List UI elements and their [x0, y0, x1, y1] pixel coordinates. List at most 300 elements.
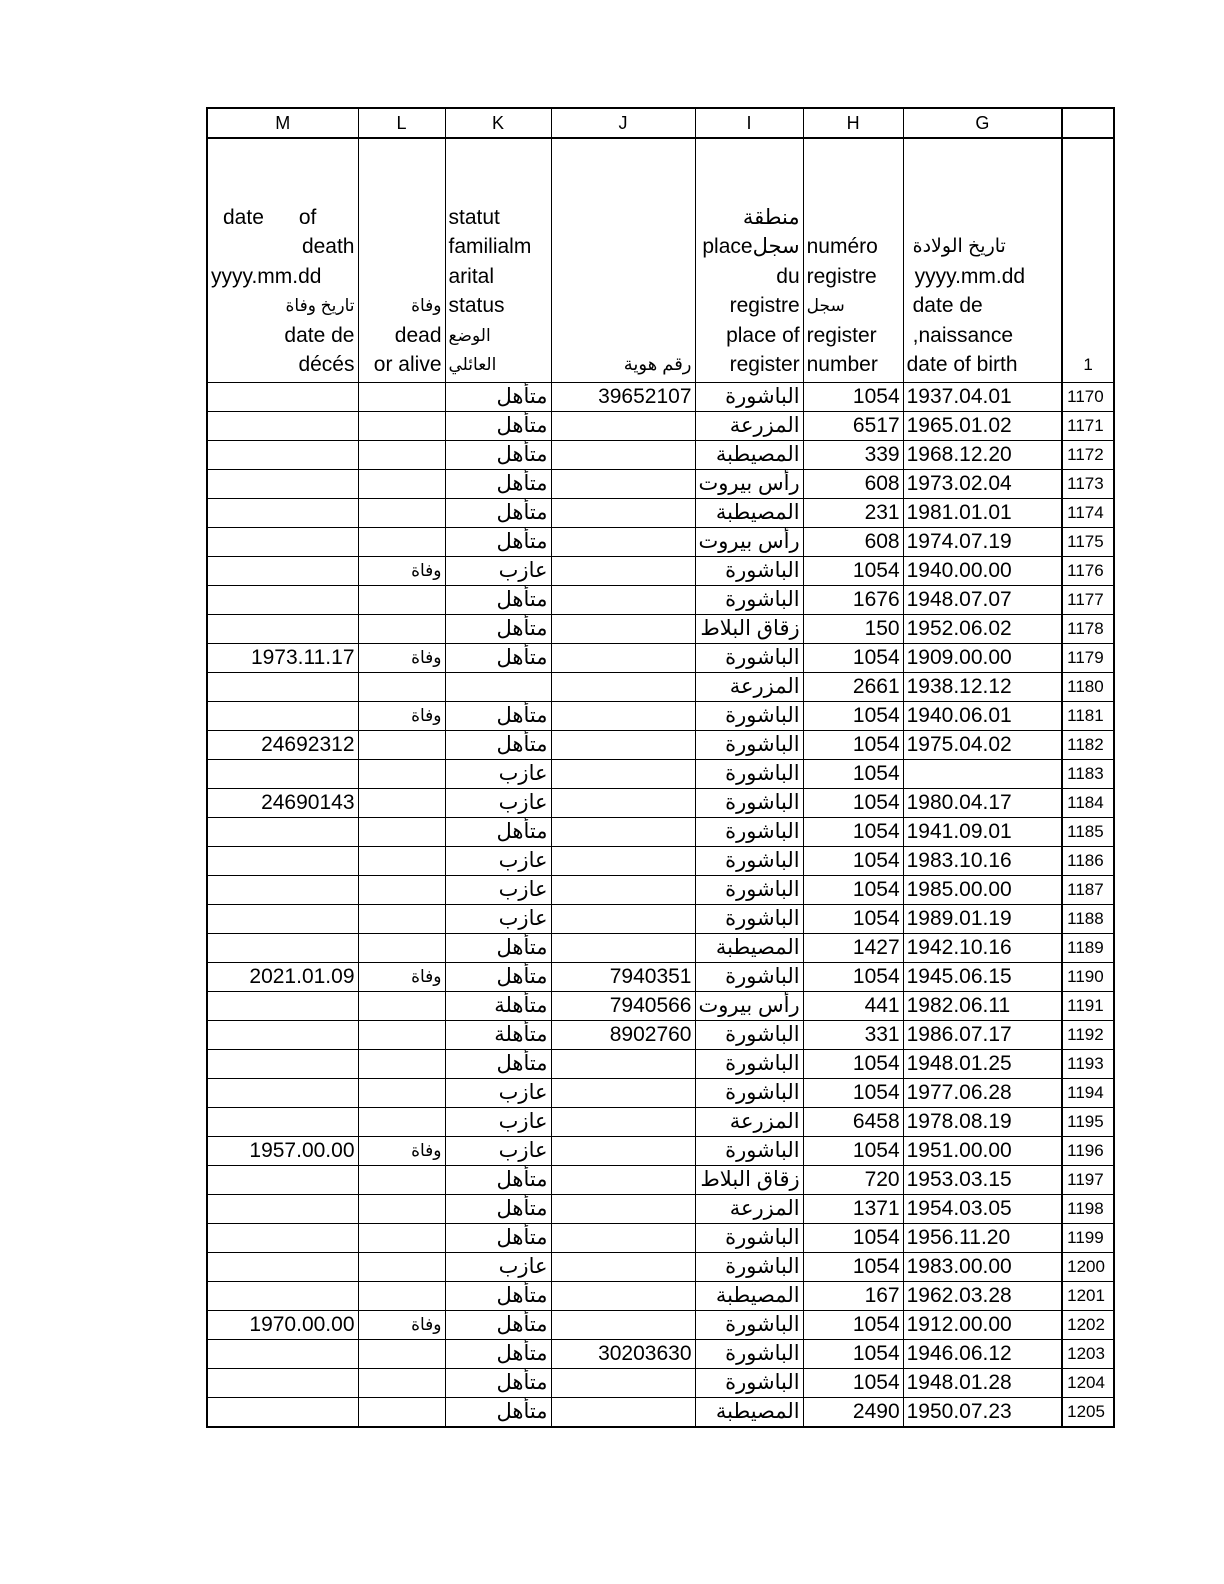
cell-date-of-death[interactable] — [207, 1049, 358, 1078]
cell-marital-status[interactable]: عازب — [445, 904, 551, 933]
cell-date-of-birth[interactable]: 1954.03.05 — [903, 1194, 1062, 1223]
cell-date-of-death[interactable] — [207, 411, 358, 440]
cell-dead-or-alive[interactable] — [358, 1252, 445, 1281]
header-id-number[interactable] — [551, 138, 695, 382]
cell-date-of-birth[interactable]: 1986.07.17 — [903, 1020, 1062, 1049]
row-number[interactable]: 1177 — [1062, 585, 1114, 614]
cell-place-of-register[interactable]: الباشورة — [695, 904, 803, 933]
cell-id-number[interactable] — [551, 1049, 695, 1078]
row-number[interactable]: 1199 — [1062, 1223, 1114, 1252]
cell-dead-or-alive[interactable] — [358, 498, 445, 527]
cell-id-number[interactable]: 30203630 — [551, 1339, 695, 1368]
cell-dead-or-alive[interactable] — [358, 1049, 445, 1078]
cell-register-number[interactable]: 1371 — [803, 1194, 903, 1223]
cell-marital-status[interactable] — [445, 672, 551, 701]
cell-marital-status[interactable]: متأهل — [445, 1194, 551, 1223]
cell-register-number[interactable]: 167 — [803, 1281, 903, 1310]
column-letter-K[interactable]: K — [445, 108, 551, 138]
cell-marital-status[interactable]: عازب — [445, 1107, 551, 1136]
cell-dead-or-alive[interactable] — [358, 1194, 445, 1223]
cell-place-of-register[interactable]: زقاق البلاط — [695, 1165, 803, 1194]
cell-dead-or-alive[interactable] — [358, 1397, 445, 1427]
cell-date-of-birth[interactable]: 1940.00.00 — [903, 556, 1062, 585]
cell-marital-status[interactable]: عازب — [445, 759, 551, 788]
cell-register-number[interactable]: 1054 — [803, 904, 903, 933]
row-number[interactable]: 1174 — [1062, 498, 1114, 527]
cell-date-of-birth[interactable]: 1951.00.00 — [903, 1136, 1062, 1165]
cell-place-of-register[interactable]: الباشورة — [695, 962, 803, 991]
cell-id-number[interactable]: 7940351 — [551, 962, 695, 991]
cell-register-number[interactable]: 1676 — [803, 585, 903, 614]
cell-date-of-birth[interactable]: 1946.06.12 — [903, 1339, 1062, 1368]
cell-place-of-register[interactable]: المصيطبة — [695, 1397, 803, 1427]
cell-date-of-birth[interactable]: 1950.07.23 — [903, 1397, 1062, 1427]
cell-dead-or-alive[interactable] — [358, 730, 445, 759]
cell-place-of-register[interactable]: المزرعة — [695, 411, 803, 440]
cell-date-of-death[interactable] — [207, 556, 358, 585]
column-letter-L[interactable]: L — [358, 108, 445, 138]
cell-marital-status[interactable]: عازب — [445, 846, 551, 875]
cell-id-number[interactable] — [551, 904, 695, 933]
cell-dead-or-alive[interactable] — [358, 411, 445, 440]
row-number[interactable]: 1181 — [1062, 701, 1114, 730]
cell-dead-or-alive[interactable]: وفاة — [358, 643, 445, 672]
cell-marital-status[interactable]: متأهل — [445, 643, 551, 672]
cell-marital-status[interactable]: متأهل — [445, 498, 551, 527]
cell-marital-status[interactable]: متأهل — [445, 1165, 551, 1194]
cell-date-of-birth[interactable]: 1962.03.28 — [903, 1281, 1062, 1310]
cell-date-of-death[interactable] — [207, 1165, 358, 1194]
row-number[interactable]: 1180 — [1062, 672, 1114, 701]
cell-date-of-birth[interactable]: 1938.12.12 — [903, 672, 1062, 701]
cell-date-of-birth[interactable]: 1975.04.02 — [903, 730, 1062, 759]
cell-id-number[interactable] — [551, 469, 695, 498]
cell-id-number[interactable] — [551, 1107, 695, 1136]
cell-id-number[interactable] — [551, 846, 695, 875]
row-number[interactable]: 1192 — [1062, 1020, 1114, 1049]
cell-place-of-register[interactable]: الباشورة — [695, 585, 803, 614]
row-number[interactable]: 1186 — [1062, 846, 1114, 875]
cell-date-of-death[interactable] — [207, 1194, 358, 1223]
cell-place-of-register[interactable]: الباشورة — [695, 1368, 803, 1397]
cell-marital-status[interactable]: متأهل — [445, 1281, 551, 1310]
cell-marital-status[interactable]: متأهل — [445, 1368, 551, 1397]
cell-date-of-birth[interactable]: 1948.01.25 — [903, 1049, 1062, 1078]
cell-register-number[interactable]: 1054 — [803, 556, 903, 585]
cell-date-of-death[interactable] — [207, 759, 358, 788]
row-number[interactable]: 1172 — [1062, 440, 1114, 469]
cell-id-number[interactable] — [551, 875, 695, 904]
cell-dead-or-alive[interactable] — [358, 1020, 445, 1049]
cell-date-of-birth[interactable]: 1948.01.28 — [903, 1368, 1062, 1397]
cell-date-of-death[interactable]: 24692312 — [207, 730, 358, 759]
cell-dead-or-alive[interactable] — [358, 1078, 445, 1107]
cell-place-of-register[interactable]: الباشورة — [695, 788, 803, 817]
cell-register-number[interactable]: 6458 — [803, 1107, 903, 1136]
cell-date-of-death[interactable] — [207, 1107, 358, 1136]
row-number[interactable]: 1185 — [1062, 817, 1114, 846]
row-number[interactable]: 1170 — [1062, 382, 1114, 411]
cell-marital-status[interactable]: متأهل — [445, 730, 551, 759]
cell-date-of-birth[interactable]: 1945.06.15 — [903, 962, 1062, 991]
cell-id-number[interactable] — [551, 614, 695, 643]
cell-register-number[interactable]: 720 — [803, 1165, 903, 1194]
cell-marital-status[interactable]: متأهل — [445, 469, 551, 498]
cell-register-number[interactable]: 6517 — [803, 411, 903, 440]
cell-date-of-birth[interactable]: 1956.11.20 — [903, 1223, 1062, 1252]
cell-date-of-birth[interactable]: 1912.00.00 — [903, 1310, 1062, 1339]
cell-date-of-birth[interactable]: 1953.03.15 — [903, 1165, 1062, 1194]
cell-marital-status[interactable]: عازب — [445, 788, 551, 817]
row-number[interactable]: 1188 — [1062, 904, 1114, 933]
cell-place-of-register[interactable]: الباشورة — [695, 1252, 803, 1281]
cell-dead-or-alive[interactable]: وفاة — [358, 701, 445, 730]
cell-marital-status[interactable]: متأهل — [445, 1223, 551, 1252]
cell-place-of-register[interactable]: الباشورة — [695, 1020, 803, 1049]
row-number[interactable]: 1189 — [1062, 933, 1114, 962]
cell-dead-or-alive[interactable] — [358, 469, 445, 498]
cell-date-of-death[interactable] — [207, 1252, 358, 1281]
row-number[interactable]: 1193 — [1062, 1049, 1114, 1078]
cell-id-number[interactable] — [551, 817, 695, 846]
cell-id-number[interactable]: 8902760 — [551, 1020, 695, 1049]
column-letter-J[interactable]: J — [551, 108, 695, 138]
cell-date-of-birth[interactable] — [903, 759, 1062, 788]
cell-date-of-birth[interactable]: 1973.02.04 — [903, 469, 1062, 498]
cell-place-of-register[interactable]: المصيطبة — [695, 440, 803, 469]
row-number[interactable]: 1178 — [1062, 614, 1114, 643]
cell-date-of-birth[interactable]: 1983.10.16 — [903, 846, 1062, 875]
cell-register-number[interactable]: 1054 — [803, 1252, 903, 1281]
cell-date-of-death[interactable]: 1970.00.00 — [207, 1310, 358, 1339]
cell-marital-status[interactable]: عازب — [445, 1252, 551, 1281]
cell-dead-or-alive[interactable] — [358, 527, 445, 556]
cell-date-of-death[interactable] — [207, 1078, 358, 1107]
cell-id-number[interactable] — [551, 643, 695, 672]
cell-place-of-register[interactable]: المزرعة — [695, 1194, 803, 1223]
cell-date-of-death[interactable] — [207, 846, 358, 875]
cell-place-of-register[interactable]: الباشورة — [695, 730, 803, 759]
cell-dead-or-alive[interactable] — [358, 382, 445, 411]
cell-place-of-register[interactable]: الباشورة — [695, 643, 803, 672]
cell-place-of-register[interactable]: زقاق البلاط — [695, 614, 803, 643]
cell-date-of-birth[interactable]: 1968.12.20 — [903, 440, 1062, 469]
cell-id-number[interactable] — [551, 411, 695, 440]
row-number[interactable]: 1195 — [1062, 1107, 1114, 1136]
cell-date-of-death[interactable] — [207, 614, 358, 643]
cell-id-number[interactable] — [551, 440, 695, 469]
cell-dead-or-alive[interactable] — [358, 1368, 445, 1397]
cell-register-number[interactable]: 1054 — [803, 643, 903, 672]
cell-marital-status[interactable]: متأهل — [445, 614, 551, 643]
cell-id-number[interactable] — [551, 788, 695, 817]
row-number[interactable]: 1204 — [1062, 1368, 1114, 1397]
cell-id-number[interactable] — [551, 556, 695, 585]
cell-place-of-register[interactable]: رأس بيروت — [695, 469, 803, 498]
cell-id-number[interactable] — [551, 1252, 695, 1281]
cell-marital-status[interactable]: متأهل — [445, 1339, 551, 1368]
row-number[interactable]: 1179 — [1062, 643, 1114, 672]
cell-place-of-register[interactable]: الباشورة — [695, 701, 803, 730]
header-dead-or-alive[interactable] — [358, 138, 445, 382]
cell-marital-status[interactable]: عازب — [445, 875, 551, 904]
cell-marital-status[interactable]: متأهلة — [445, 1020, 551, 1049]
row-number[interactable]: 1191 — [1062, 991, 1114, 1020]
cell-register-number[interactable]: 1054 — [803, 817, 903, 846]
cell-place-of-register[interactable]: الباشورة — [695, 1049, 803, 1078]
cell-place-of-register[interactable]: الباشورة — [695, 556, 803, 585]
cell-dead-or-alive[interactable] — [358, 904, 445, 933]
cell-dead-or-alive[interactable] — [358, 672, 445, 701]
row-number[interactable]: 1202 — [1062, 1310, 1114, 1339]
cell-place-of-register[interactable]: المزرعة — [695, 1107, 803, 1136]
cell-date-of-death[interactable] — [207, 1368, 358, 1397]
cell-date-of-death[interactable] — [207, 382, 358, 411]
cell-place-of-register[interactable]: رأس بيروت — [695, 527, 803, 556]
cell-dead-or-alive[interactable]: وفاة — [358, 962, 445, 991]
cell-register-number[interactable]: 331 — [803, 1020, 903, 1049]
cell-marital-status[interactable]: عازب — [445, 1136, 551, 1165]
cell-register-number[interactable]: 1054 — [803, 730, 903, 759]
cell-date-of-death[interactable] — [207, 1397, 358, 1427]
row-number[interactable]: 1187 — [1062, 875, 1114, 904]
cell-dead-or-alive[interactable]: وفاة — [358, 1310, 445, 1339]
cell-register-number[interactable]: 339 — [803, 440, 903, 469]
cell-dead-or-alive[interactable] — [358, 933, 445, 962]
column-letter-G[interactable]: G — [903, 108, 1062, 138]
cell-place-of-register[interactable]: الباشورة — [695, 1339, 803, 1368]
row-number[interactable]: 1200 — [1062, 1252, 1114, 1281]
cell-date-of-death[interactable] — [207, 875, 358, 904]
cell-register-number[interactable]: 1054 — [803, 1368, 903, 1397]
cell-dead-or-alive[interactable] — [358, 1165, 445, 1194]
row-number[interactable]: 1194 — [1062, 1078, 1114, 1107]
cell-marital-status[interactable]: متأهل — [445, 962, 551, 991]
cell-date-of-birth[interactable]: 1980.04.17 — [903, 788, 1062, 817]
cell-register-number[interactable]: 2490 — [803, 1397, 903, 1427]
cell-register-number[interactable]: 1054 — [803, 1339, 903, 1368]
header-marital-status[interactable] — [445, 138, 551, 382]
cell-dead-or-alive[interactable] — [358, 875, 445, 904]
cell-dead-or-alive[interactable]: وفاة — [358, 1136, 445, 1165]
cell-dead-or-alive[interactable] — [358, 817, 445, 846]
cell-register-number[interactable]: 608 — [803, 469, 903, 498]
cell-dead-or-alive[interactable] — [358, 1281, 445, 1310]
cell-date-of-death[interactable]: 1973.11.17 — [207, 643, 358, 672]
cell-date-of-birth[interactable]: 1952.06.02 — [903, 614, 1062, 643]
cell-id-number[interactable] — [551, 585, 695, 614]
cell-date-of-death[interactable]: 2021.01.09 — [207, 962, 358, 991]
cell-id-number[interactable] — [551, 498, 695, 527]
cell-date-of-death[interactable] — [207, 904, 358, 933]
cell-dead-or-alive[interactable] — [358, 1107, 445, 1136]
cell-place-of-register[interactable]: الباشورة — [695, 1136, 803, 1165]
cell-place-of-register[interactable]: رأس بيروت — [695, 991, 803, 1020]
cell-marital-status[interactable]: متأهل — [445, 1049, 551, 1078]
cell-marital-status[interactable]: متأهلة — [445, 991, 551, 1020]
cell-register-number[interactable]: 1054 — [803, 382, 903, 411]
cell-id-number[interactable]: 7940566 — [551, 991, 695, 1020]
column-letter-M[interactable]: M — [207, 108, 358, 138]
cell-id-number[interactable] — [551, 730, 695, 759]
cell-dead-or-alive[interactable] — [358, 1223, 445, 1252]
cell-id-number[interactable] — [551, 1310, 695, 1339]
cell-register-number[interactable]: 1054 — [803, 759, 903, 788]
cell-date-of-death[interactable]: 24690143 — [207, 788, 358, 817]
cell-register-number[interactable]: 441 — [803, 991, 903, 1020]
cell-id-number[interactable] — [551, 1397, 695, 1427]
cell-dead-or-alive[interactable]: وفاة — [358, 556, 445, 585]
corner-cell[interactable] — [1062, 108, 1114, 138]
row-number[interactable]: 1173 — [1062, 469, 1114, 498]
cell-date-of-birth[interactable]: 1989.01.19 — [903, 904, 1062, 933]
cell-register-number[interactable]: 1054 — [803, 1310, 903, 1339]
cell-date-of-birth[interactable]: 1985.00.00 — [903, 875, 1062, 904]
cell-marital-status[interactable]: متأهل — [445, 1397, 551, 1427]
cell-place-of-register[interactable]: الباشورة — [695, 382, 803, 411]
cell-register-number[interactable]: 1054 — [803, 1078, 903, 1107]
cell-date-of-birth[interactable]: 1940.06.01 — [903, 701, 1062, 730]
cell-date-of-birth[interactable]: 1978.08.19 — [903, 1107, 1062, 1136]
cell-register-number[interactable]: 1054 — [803, 788, 903, 817]
cell-date-of-death[interactable]: 1957.00.00 — [207, 1136, 358, 1165]
cell-date-of-birth[interactable]: 1965.01.02 — [903, 411, 1062, 440]
row-number[interactable]: 1201 — [1062, 1281, 1114, 1310]
row-number[interactable]: 1196 — [1062, 1136, 1114, 1165]
cell-id-number[interactable] — [551, 1136, 695, 1165]
cell-id-number[interactable] — [551, 759, 695, 788]
cell-date-of-birth[interactable]: 1942.10.16 — [903, 933, 1062, 962]
cell-place-of-register[interactable]: المصيطبة — [695, 1281, 803, 1310]
cell-dead-or-alive[interactable] — [358, 846, 445, 875]
cell-marital-status[interactable]: متأهل — [445, 933, 551, 962]
cell-dead-or-alive[interactable] — [358, 614, 445, 643]
cell-date-of-birth[interactable]: 1977.06.28 — [903, 1078, 1062, 1107]
cell-date-of-birth[interactable]: 1941.09.01 — [903, 817, 1062, 846]
cell-place-of-register[interactable]: الباشورة — [695, 817, 803, 846]
cell-date-of-death[interactable] — [207, 817, 358, 846]
header-date-of-birth[interactable] — [903, 138, 1062, 382]
cell-date-of-birth[interactable]: 1981.01.01 — [903, 498, 1062, 527]
cell-id-number[interactable] — [551, 1194, 695, 1223]
cell-place-of-register[interactable]: الباشورة — [695, 1223, 803, 1252]
row-number[interactable]: 1171 — [1062, 411, 1114, 440]
cell-register-number[interactable]: 2661 — [803, 672, 903, 701]
cell-id-number[interactable] — [551, 1078, 695, 1107]
cell-register-number[interactable]: 1054 — [803, 846, 903, 875]
row-number[interactable]: 1176 — [1062, 556, 1114, 585]
cell-id-number[interactable] — [551, 527, 695, 556]
cell-date-of-birth[interactable]: 1983.00.00 — [903, 1252, 1062, 1281]
cell-place-of-register[interactable]: الباشورة — [695, 1310, 803, 1339]
cell-register-number[interactable]: 1054 — [803, 1136, 903, 1165]
cell-date-of-birth[interactable]: 1974.07.19 — [903, 527, 1062, 556]
cell-date-of-birth[interactable]: 1982.06.11 — [903, 991, 1062, 1020]
cell-id-number[interactable] — [551, 1368, 695, 1397]
cell-marital-status[interactable]: عازب — [445, 1078, 551, 1107]
cell-dead-or-alive[interactable] — [358, 788, 445, 817]
cell-register-number[interactable]: 1427 — [803, 933, 903, 962]
cell-dead-or-alive[interactable] — [358, 440, 445, 469]
row-number[interactable]: 1198 — [1062, 1194, 1114, 1223]
cell-register-number[interactable]: 1054 — [803, 701, 903, 730]
cell-date-of-birth[interactable]: 1948.07.07 — [903, 585, 1062, 614]
cell-date-of-death[interactable] — [207, 991, 358, 1020]
cell-id-number[interactable] — [551, 1165, 695, 1194]
cell-id-number[interactable] — [551, 933, 695, 962]
row-number[interactable]: 1183 — [1062, 759, 1114, 788]
cell-place-of-register[interactable]: المزرعة — [695, 672, 803, 701]
cell-date-of-death[interactable] — [207, 1281, 358, 1310]
row-number[interactable]: 1190 — [1062, 962, 1114, 991]
cell-date-of-birth[interactable]: 1937.04.01 — [903, 382, 1062, 411]
row-number[interactable]: 1197 — [1062, 1165, 1114, 1194]
cell-place-of-register[interactable]: الباشورة — [695, 759, 803, 788]
header-row-number[interactable] — [1062, 138, 1114, 382]
cell-marital-status[interactable]: عازب — [445, 556, 551, 585]
cell-id-number[interactable] — [551, 701, 695, 730]
cell-date-of-death[interactable] — [207, 672, 358, 701]
cell-dead-or-alive[interactable] — [358, 585, 445, 614]
cell-date-of-death[interactable] — [207, 469, 358, 498]
header-place-of-register[interactable] — [695, 138, 803, 382]
cell-dead-or-alive[interactable] — [358, 1339, 445, 1368]
cell-dead-or-alive[interactable] — [358, 991, 445, 1020]
cell-register-number[interactable]: 1054 — [803, 1049, 903, 1078]
cell-register-number[interactable]: 1054 — [803, 962, 903, 991]
cell-marital-status[interactable]: متأهل — [445, 382, 551, 411]
cell-register-number[interactable]: 1054 — [803, 875, 903, 904]
cell-id-number[interactable] — [551, 1281, 695, 1310]
cell-id-number[interactable] — [551, 672, 695, 701]
cell-register-number[interactable]: 150 — [803, 614, 903, 643]
cell-register-number[interactable]: 1054 — [803, 1223, 903, 1252]
row-number[interactable]: 1203 — [1062, 1339, 1114, 1368]
cell-place-of-register[interactable]: المصيطبة — [695, 498, 803, 527]
cell-date-of-death[interactable] — [207, 1020, 358, 1049]
cell-date-of-death[interactable] — [207, 1339, 358, 1368]
cell-register-number[interactable]: 608 — [803, 527, 903, 556]
cell-marital-status[interactable]: متأهل — [445, 585, 551, 614]
cell-date-of-death[interactable] — [207, 1223, 358, 1252]
cell-place-of-register[interactable]: الباشورة — [695, 1078, 803, 1107]
cell-date-of-death[interactable] — [207, 701, 358, 730]
column-letter-I[interactable]: I — [695, 108, 803, 138]
cell-date-of-death[interactable] — [207, 498, 358, 527]
cell-marital-status[interactable]: متأهل — [445, 1310, 551, 1339]
cell-id-number[interactable]: 39652107 — [551, 382, 695, 411]
header-register-number[interactable] — [803, 138, 903, 382]
cell-date-of-death[interactable] — [207, 527, 358, 556]
header-date-of-death[interactable] — [207, 138, 358, 382]
cell-marital-status[interactable]: متأهل — [445, 440, 551, 469]
cell-marital-status[interactable]: متأهل — [445, 527, 551, 556]
cell-date-of-death[interactable] — [207, 440, 358, 469]
cell-place-of-register[interactable]: المصيطبة — [695, 933, 803, 962]
cell-place-of-register[interactable]: الباشورة — [695, 875, 803, 904]
cell-register-number[interactable]: 231 — [803, 498, 903, 527]
cell-marital-status[interactable]: متأهل — [445, 817, 551, 846]
column-letter-H[interactable]: H — [803, 108, 903, 138]
cell-marital-status[interactable]: متأهل — [445, 701, 551, 730]
row-number[interactable]: 1182 — [1062, 730, 1114, 759]
cell-marital-status[interactable]: متأهل — [445, 411, 551, 440]
cell-dead-or-alive[interactable] — [358, 759, 445, 788]
cell-date-of-birth[interactable]: 1909.00.00 — [903, 643, 1062, 672]
cell-date-of-death[interactable] — [207, 585, 358, 614]
row-number[interactable]: 1205 — [1062, 1397, 1114, 1427]
row-number[interactable]: 1184 — [1062, 788, 1114, 817]
